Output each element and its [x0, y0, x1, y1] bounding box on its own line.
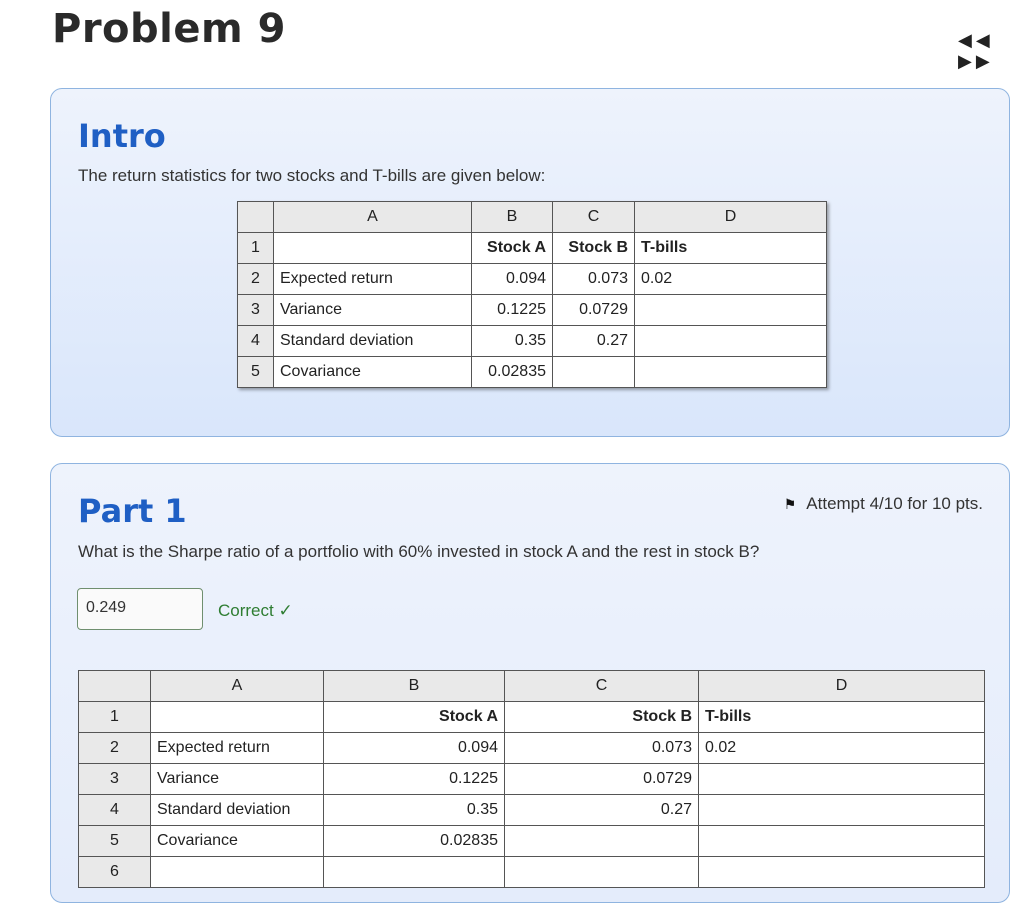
- table-cell: [699, 795, 985, 826]
- table-cell: [635, 295, 827, 326]
- table-cell: Covariance: [274, 357, 472, 388]
- table-cell: Variance: [151, 764, 324, 795]
- table-cell[interactable]: [699, 857, 985, 888]
- row-number: 3: [79, 764, 151, 795]
- row-number: 5: [79, 826, 151, 857]
- column-header: A: [151, 671, 324, 702]
- table-cell: 0.0729: [553, 295, 635, 326]
- table-cell: 0.1225: [324, 764, 505, 795]
- table-cell: [635, 357, 827, 388]
- table-cell: Stock B: [553, 233, 635, 264]
- intro-text: The return statistics for two stocks and T-bills are given below:: [78, 166, 546, 185]
- answer-input[interactable]: 0.249: [77, 588, 203, 630]
- table-cell: 0.02: [635, 264, 827, 295]
- row-number: 1: [79, 702, 151, 733]
- table-row: [238, 295, 827, 326]
- row-number: 4: [238, 326, 274, 357]
- table-cell: 0.094: [324, 733, 505, 764]
- row-number: 2: [238, 264, 274, 295]
- row-number: 1: [238, 233, 274, 264]
- part1-heading: Part 1: [78, 492, 187, 530]
- table-cell: Expected return: [274, 264, 472, 295]
- table-cell: T-bills: [635, 233, 827, 264]
- table-row: [79, 795, 985, 826]
- intro-data-table: [237, 201, 827, 388]
- table-row: [79, 857, 985, 888]
- column-header: B: [472, 202, 553, 233]
- table-cell: 0.1225: [472, 295, 553, 326]
- problem-nav: [958, 30, 1024, 72]
- table-cell: 0.094: [472, 264, 553, 295]
- column-header-row: [79, 671, 985, 702]
- column-header: A: [274, 202, 472, 233]
- table-cell: 0.02835: [324, 826, 505, 857]
- table-row: [79, 826, 985, 857]
- table-cell: 0.27: [553, 326, 635, 357]
- table-cell: 0.35: [324, 795, 505, 826]
- table-row: [238, 233, 827, 264]
- column-header: D: [699, 671, 985, 702]
- attempt-label: Attempt 4/10 for 10 pts.: [806, 494, 983, 513]
- corner-cell: [238, 202, 274, 233]
- row-number: 3: [238, 295, 274, 326]
- table-cell: [699, 764, 985, 795]
- row-number: 6: [79, 857, 151, 888]
- table-cell: 0.27: [505, 795, 699, 826]
- table-cell[interactable]: [505, 857, 699, 888]
- column-header-row: [238, 202, 827, 233]
- table-cell: 0.073: [505, 733, 699, 764]
- flag-icon[interactable]: ⚑: [783, 496, 797, 512]
- corner-cell: [79, 671, 151, 702]
- row-number: 5: [238, 357, 274, 388]
- table-cell: Stock A: [324, 702, 505, 733]
- table-cell: Expected return: [151, 733, 324, 764]
- table-cell: [274, 233, 472, 264]
- column-header: D: [635, 202, 827, 233]
- table-cell: Standard deviation: [151, 795, 324, 826]
- table-cell: Standard deviation: [274, 326, 472, 357]
- table-cell: Stock A: [472, 233, 553, 264]
- table-cell: [505, 826, 699, 857]
- table-cell: 0.0729: [505, 764, 699, 795]
- part1-data-table: [78, 670, 985, 888]
- table-cell: [635, 326, 827, 357]
- table-cell: 0.073: [553, 264, 635, 295]
- table-cell: 0.02835: [472, 357, 553, 388]
- table-cell: [699, 826, 985, 857]
- table-cell: 0.35: [472, 326, 553, 357]
- table-row: [79, 764, 985, 795]
- table-cell: 0.02: [699, 733, 985, 764]
- table-cell: [151, 702, 324, 733]
- table-cell[interactable]: [324, 857, 505, 888]
- table-cell: Stock B: [505, 702, 699, 733]
- table-cell[interactable]: [151, 857, 324, 888]
- column-header: B: [324, 671, 505, 702]
- part1-card: [50, 463, 1010, 903]
- answer-feedback: Correct ✓: [218, 601, 293, 620]
- table-cell: Covariance: [151, 826, 324, 857]
- page-title: Problem 9: [52, 6, 286, 52]
- row-number: 4: [79, 795, 151, 826]
- table-row: [238, 264, 827, 295]
- part1-question: What is the Sharpe ratio of a portfolio with 60% invested in stock A and the rest in stock B?: [78, 542, 760, 561]
- intro-card: [50, 88, 1010, 437]
- row-number: 2: [79, 733, 151, 764]
- table-cell: T-bills: [699, 702, 985, 733]
- column-header: C: [505, 671, 699, 702]
- table-row: [79, 733, 985, 764]
- previous-problem-icon[interactable]: ◀◀: [958, 30, 994, 51]
- table-row: [238, 357, 827, 388]
- table-row: [79, 702, 985, 733]
- table-cell: Variance: [274, 295, 472, 326]
- column-header: C: [553, 202, 635, 233]
- next-problem-icon[interactable]: ▶▶: [958, 51, 994, 72]
- table-row: [238, 326, 827, 357]
- table-cell: [553, 357, 635, 388]
- attempt-counter: [784, 494, 983, 514]
- intro-heading: Intro: [78, 117, 166, 155]
